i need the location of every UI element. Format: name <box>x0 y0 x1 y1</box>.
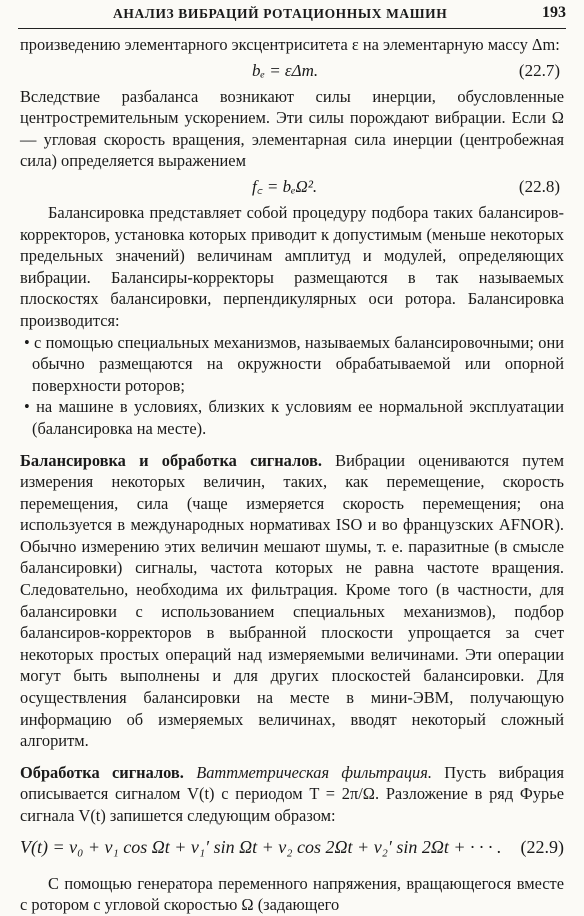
paragraph-2: Вследствие разбаланса возникают силы инерции, обусловленные центростремительным ускорением. Эти силы порождают вибрации. Если Ω — угловая скорость вращения, элементарная сила инерции (центробежная сила) определяется выражением <box>20 86 564 171</box>
paragraph-1: произведению элементарного эксцентриситета ε на элементарную массу Δm: <box>20 35 560 54</box>
equation-22-8-number: (22.8) <box>518 176 560 196</box>
running-title: АНАЛИЗ ВИБРАЦИЙ РОТАЦИОННЫХ МАШИН <box>113 6 448 21</box>
subsection-heading-wattmetric: Ваттметрическая фильтрация. <box>183 762 432 782</box>
equation-22-9-number: (22.9) <box>520 836 564 857</box>
body-text <box>20 34 564 916</box>
equation-22-9-expr: V(t) = v₀ + v₁ cos Ωt + v₁′ sin Ωt + v₂ cos 2Ωt + v₂′ sin 2Ωt + · · · . <box>20 836 502 857</box>
equation-22-7-number: (22.7) <box>518 60 560 80</box>
bullet-item-2: • на машине в условиях, близких к условиям ее нормальной эксплуатации (балансировка на месте). <box>24 397 564 438</box>
paragraph-5 <box>20 762 564 827</box>
page-header <box>18 0 566 29</box>
section-heading-signal-processing: Обработка сигналов. <box>20 762 184 782</box>
paragraph-5-text: Пусть вибрация описывается сигналом V(t) с периодом T = 2π/Ω. Разложение в ряд Фурье сигнала V(t) запишется следующим образом: <box>20 762 564 825</box>
section-heading-balancing: Балансировка и обработка сигналов. <box>20 450 322 470</box>
equation-22-8-expr: f꜀ = bₑΩ². <box>252 176 318 196</box>
page-number: 193 <box>542 4 566 21</box>
equation-22-8 <box>20 172 564 202</box>
paragraph-4-text: Вибрации оцениваются путем измерения некоторых величин, таких, как перемещение, скорость перемещения, сила (чаще измеряется скорость перемещения; она используется в международных нормативах ISO и во французских AFNOR). Обычно измерению этих величин мешают шумы, т. е. паразитные (в смысле балансировки) сигналы, частота которых не равна частоте вращения. Следовательно, необходима их фильтрация. Кроме того (в частности, для балансировки с использованием специальных механизмов), подбор балансиров-корректоров в выбранной плоскости упрощается за счет некоторых простых операций над измеряемыми величинами. Эти операции могут быть выполнены и для других плоскостей балансировки. Для осуществления балансировки на месте в мини-ЭВМ, получающую информацию об измеряемых величинах, вводят некоторый сложный алгоритм. <box>20 450 564 751</box>
paragraph-6: С помощью генератора переменного напряжения, вращающегося вместе с ротором с угловой скоростью Ω (задающего <box>20 873 564 915</box>
equation-22-9 <box>20 833 564 867</box>
equation-22-7 <box>20 56 564 86</box>
equation-22-7-expr: bₑ = εΔm. <box>252 60 319 80</box>
bullet-item-1: • с помощью специальных механизмов, называемых балансировочными; они обычно размещаются на окружности обрабатываемой или опорной поверхности роторов; <box>24 332 564 395</box>
paragraph-3: Балансировка представляет собой процедуру подбора таких балансиров-корректоров, установка которых приводит к допустимым (меньше некоторых предельных значений) величинам амплитуд и модулей, определяющих вибрации. Балансиры-корректоры размещаются в так называемых плоскостях балансировки, перпендикулярных оси ротора. Балансировка производится: <box>20 202 564 330</box>
paragraph-4 <box>20 450 564 752</box>
